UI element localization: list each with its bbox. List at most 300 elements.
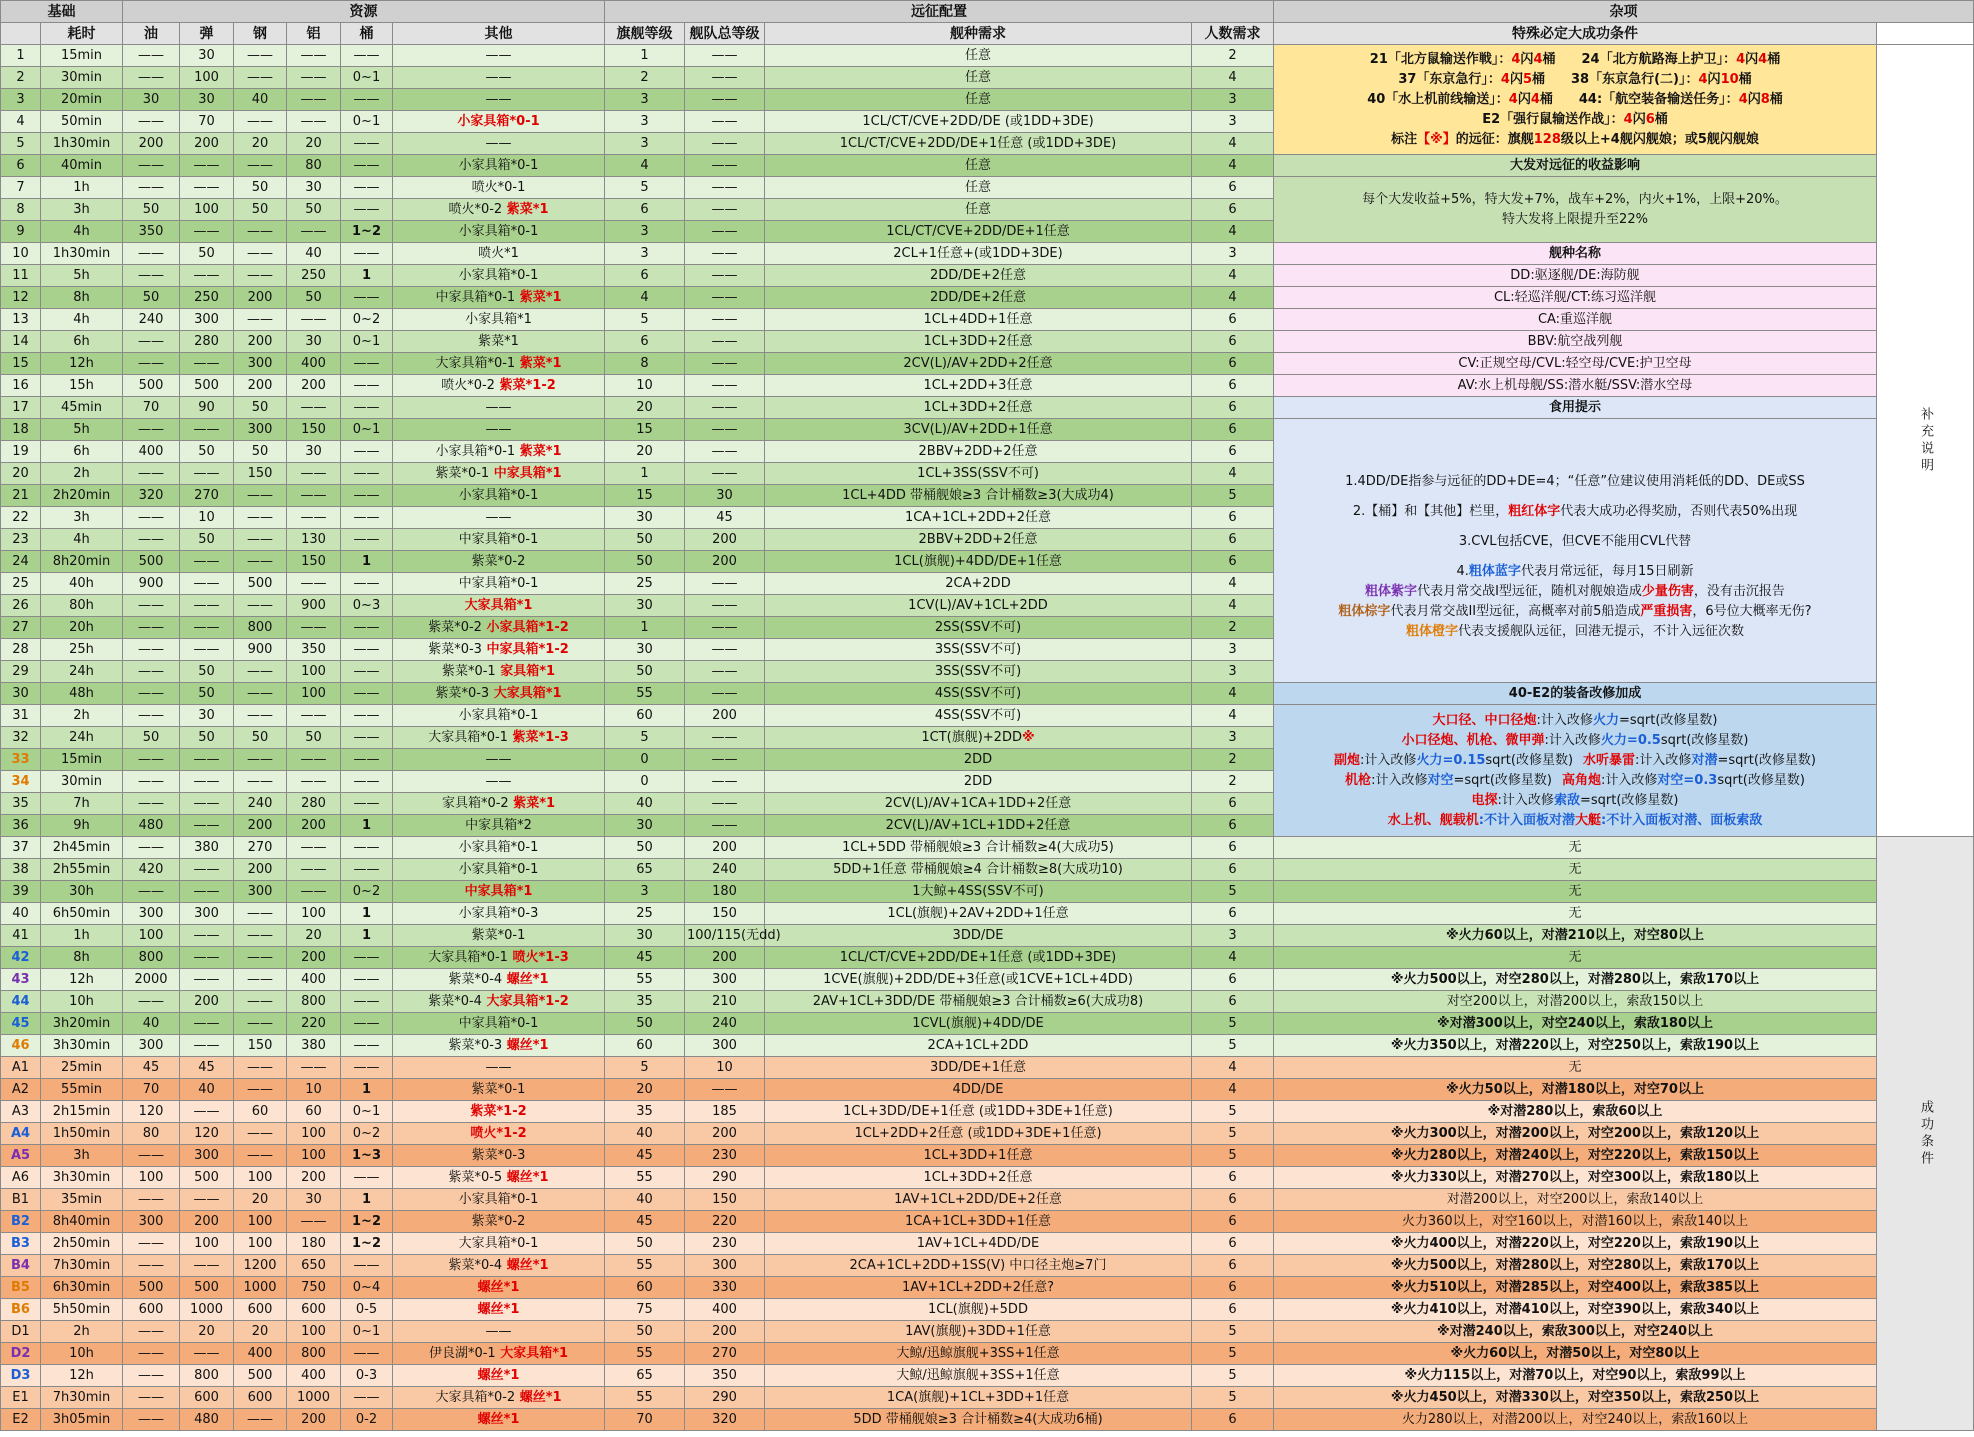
other-reward bbox=[393, 1409, 605, 1431]
ship-count: 3 bbox=[1192, 243, 1274, 265]
tip-text: ，6号位大概率无伤? bbox=[1692, 603, 1812, 619]
fuel-amount: —— bbox=[123, 529, 180, 551]
other-reward-base: 大家具箱*0-1 bbox=[435, 355, 516, 371]
ship-composition bbox=[765, 573, 1192, 595]
steel-amount: —— bbox=[234, 67, 287, 89]
flagship-level: 75 bbox=[605, 1299, 685, 1321]
tip-text: 代表月常交战I型远征，随机对舰娘造成 bbox=[1417, 583, 1642, 599]
other-reward bbox=[393, 1211, 605, 1233]
other-reward-guaranteed: 螺丝*1 bbox=[502, 1037, 549, 1053]
other-reward-base: 中家具箱*0-1 bbox=[435, 289, 516, 305]
table-row bbox=[1, 1343, 1974, 1365]
composition-text: 1CA+1CL+2DD+2任意 bbox=[904, 509, 1052, 525]
other-reward bbox=[393, 1167, 605, 1189]
table-row bbox=[1, 1277, 1974, 1299]
flagship-level: 55 bbox=[605, 1343, 685, 1365]
other-reward-base: 紫菜*0-3 bbox=[435, 685, 490, 701]
improvement-text: 对潜 bbox=[1691, 752, 1718, 768]
fleet-total-level: —— bbox=[685, 111, 765, 133]
ammo-amount: 500 bbox=[180, 1167, 234, 1189]
ammo-amount: 30 bbox=[180, 45, 234, 67]
other-reward-base: —— bbox=[485, 1059, 512, 1075]
ammo-amount: —— bbox=[180, 551, 234, 573]
other-reward-base: 喷火*0-1 bbox=[471, 179, 526, 195]
expedition-time: 15min bbox=[41, 45, 123, 67]
expedition-time: 20h bbox=[41, 617, 123, 639]
ship-count: 6 bbox=[1192, 441, 1274, 463]
steel-amount: 100 bbox=[234, 1211, 287, 1233]
composition-text: 任意 bbox=[964, 69, 991, 85]
expedition-id: 28 bbox=[1, 639, 41, 661]
bauxite-amount: 650 bbox=[287, 1255, 341, 1277]
expedition-time: 6h bbox=[41, 331, 123, 353]
composition-text: 2CV(L)/AV+1CL+1DD+2任意 bbox=[885, 817, 1071, 833]
bauxite-amount: 50 bbox=[287, 727, 341, 749]
steel-amount: —— bbox=[234, 925, 287, 947]
bauxite-amount: 350 bbox=[287, 639, 341, 661]
expedition-time: 1h30min bbox=[41, 243, 123, 265]
steel-amount: —— bbox=[234, 529, 287, 551]
expedition-time: 1h bbox=[41, 925, 123, 947]
ship-count: 4 bbox=[1192, 595, 1274, 617]
expedition-time: 24h bbox=[41, 661, 123, 683]
fuel-amount: —— bbox=[123, 507, 180, 529]
other-reward-guaranteed: 螺丝*1 bbox=[515, 1389, 562, 1405]
composition-text: 任意 bbox=[964, 47, 991, 63]
ship-count: 6 bbox=[1192, 793, 1274, 815]
ship-count: 4 bbox=[1192, 155, 1274, 177]
ship-count: 3 bbox=[1192, 111, 1274, 133]
table-row bbox=[1, 375, 1974, 397]
fuel-amount: 350 bbox=[123, 221, 180, 243]
ship-composition bbox=[765, 507, 1192, 529]
ship-composition bbox=[765, 1101, 1192, 1123]
expedition-time: 80h bbox=[41, 595, 123, 617]
ship-count: 6 bbox=[1192, 507, 1274, 529]
other-reward bbox=[393, 441, 605, 463]
bauxite-amount: 100 bbox=[287, 903, 341, 925]
table-row bbox=[1, 1079, 1974, 1101]
great-success-line: E2「强行鼠输送作战」：4闪6桶 bbox=[1482, 111, 1668, 127]
bauxite-amount: 50 bbox=[287, 287, 341, 309]
other-reward bbox=[393, 1101, 605, 1123]
bucket-amount: 0~4 bbox=[341, 1277, 393, 1299]
expedition-time: 7h bbox=[41, 793, 123, 815]
bauxite-amount: 130 bbox=[287, 529, 341, 551]
other-reward bbox=[393, 177, 605, 199]
improvement-text: :计入改修 bbox=[1360, 752, 1417, 768]
table-row bbox=[1, 991, 1974, 1013]
bucket-amount: —— bbox=[341, 1057, 393, 1079]
fuel-amount: —— bbox=[123, 67, 180, 89]
improvement-text: 水上机、舰载机 bbox=[1387, 812, 1479, 828]
ammo-amount: —— bbox=[180, 969, 234, 991]
success-condition: ※火力410以上，对潜410以上，对空390以上，索敌340以上 bbox=[1274, 1299, 1877, 1321]
bucket-amount: 0~1 bbox=[341, 419, 393, 441]
steel-amount: —— bbox=[234, 705, 287, 727]
table-row bbox=[1, 309, 1974, 331]
bauxite-amount: 150 bbox=[287, 551, 341, 573]
flagship-level: 6 bbox=[605, 199, 685, 221]
flagship-level: 30 bbox=[605, 815, 685, 837]
fuel-amount: 800 bbox=[123, 947, 180, 969]
ship-count: 4 bbox=[1192, 221, 1274, 243]
other-reward-base: 紫菜*0-5 bbox=[448, 1169, 503, 1185]
bucket-amount: —— bbox=[341, 639, 393, 661]
improvement-text: 大口径、中口径炮 bbox=[1432, 712, 1537, 728]
ammo-amount: 30 bbox=[180, 705, 234, 727]
bauxite-amount: —— bbox=[287, 89, 341, 111]
steel-amount: —— bbox=[234, 155, 287, 177]
fuel-amount: 900 bbox=[123, 573, 180, 595]
ship-count: 3 bbox=[1192, 639, 1274, 661]
ship-count: 6 bbox=[1192, 837, 1274, 859]
other-reward bbox=[393, 1387, 605, 1409]
expedition-id: 38 bbox=[1, 859, 41, 881]
other-reward-base: 紫菜*0-1 bbox=[441, 663, 496, 679]
ship-name-item: DD:驱逐舰/DE:海防舰 bbox=[1274, 265, 1877, 287]
tip-text: 1.4DD/DE指参与远征的DD+DE=4；“任意”位建议使用消耗低的DD、DE或SS bbox=[1345, 473, 1805, 489]
other-reward-base: 小家具箱*0-3 bbox=[458, 905, 539, 921]
ammo-amount: 30 bbox=[180, 89, 234, 111]
expedition-id: 11 bbox=[1, 265, 41, 287]
expedition-id: 3 bbox=[1, 89, 41, 111]
bucket-amount: —— bbox=[341, 749, 393, 771]
steel-amount: 200 bbox=[234, 331, 287, 353]
steel-amount: 600 bbox=[234, 1299, 287, 1321]
composition-text: 1CL(旗舰)+4DD/DE+1任意 bbox=[894, 553, 1062, 569]
ship-count: 6 bbox=[1192, 397, 1274, 419]
other-reward-base: 大家具箱*0-1 bbox=[428, 949, 508, 965]
bauxite-amount: 30 bbox=[287, 1189, 341, 1211]
steel-amount: 1200 bbox=[234, 1255, 287, 1277]
bauxite-amount: 50 bbox=[287, 199, 341, 221]
expedition-id: 15 bbox=[1, 353, 41, 375]
ship-count: 5 bbox=[1192, 1101, 1274, 1123]
flagship-level: 10 bbox=[605, 375, 685, 397]
other-reward-base: 家具箱*0-2 bbox=[441, 795, 509, 811]
steel-amount: —— bbox=[234, 903, 287, 925]
table-row bbox=[1, 1211, 1974, 1233]
success-condition: ※火力450以上，对潜330以上，对空350以上，索敌250以上 bbox=[1274, 1387, 1877, 1409]
accent-number: 4 bbox=[1511, 51, 1521, 67]
bauxite-amount: —— bbox=[287, 881, 341, 903]
ship-composition bbox=[765, 1255, 1192, 1277]
expedition-id: A2 bbox=[1, 1079, 41, 1101]
ship-composition bbox=[765, 661, 1192, 683]
fleet-total-level: —— bbox=[685, 661, 765, 683]
ship-composition bbox=[765, 617, 1192, 639]
other-reward-base: 紫菜*0-4 bbox=[428, 993, 482, 1009]
steel-amount: —— bbox=[234, 1057, 287, 1079]
fleet-total-level: —— bbox=[685, 89, 765, 111]
ship-count: 6 bbox=[1192, 1167, 1274, 1189]
improvement-line bbox=[1276, 711, 1874, 731]
ship-count: 2 bbox=[1192, 45, 1274, 67]
steel-amount: 500 bbox=[234, 1365, 287, 1387]
bauxite-amount: 40 bbox=[287, 243, 341, 265]
expedition-time: 40min bbox=[41, 155, 123, 177]
flagship-level: 2 bbox=[605, 67, 685, 89]
steel-amount: 300 bbox=[234, 881, 287, 903]
other-reward-guaranteed: 紫菜*1-2 bbox=[470, 1103, 527, 1119]
ship-composition bbox=[765, 551, 1192, 573]
other-reward bbox=[393, 375, 605, 397]
bucket-amount: —— bbox=[341, 617, 393, 639]
other-reward-base: —— bbox=[485, 91, 512, 107]
fuel-amount: —— bbox=[123, 771, 180, 793]
group-header-misc: 杂项 bbox=[1274, 1, 1974, 23]
composition-text: 1大鲸+4SS(SSV不可) bbox=[912, 883, 1044, 899]
bauxite-amount: 200 bbox=[287, 815, 341, 837]
fuel-amount: 100 bbox=[123, 925, 180, 947]
other-reward bbox=[393, 1343, 605, 1365]
table-row bbox=[1, 1299, 1974, 1321]
fleet-total-level: 240 bbox=[685, 859, 765, 881]
ship-composition bbox=[765, 947, 1192, 969]
expedition-time: 8h bbox=[41, 947, 123, 969]
ammo-amount: 1000 bbox=[180, 1299, 234, 1321]
other-reward bbox=[393, 947, 605, 969]
table-row bbox=[1, 683, 1974, 705]
bauxite-amount: 1000 bbox=[287, 1387, 341, 1409]
other-reward-base: 紫菜*0-2 bbox=[471, 1213, 526, 1229]
ship-composition bbox=[765, 375, 1192, 397]
expedition-id: B6 bbox=[1, 1299, 41, 1321]
ammo-amount: 50 bbox=[180, 529, 234, 551]
other-reward-guaranteed: 大家具箱*1 bbox=[464, 597, 533, 613]
flagship-level: 55 bbox=[605, 1255, 685, 1277]
table-row bbox=[1, 1233, 1974, 1255]
success-condition: 无 bbox=[1274, 881, 1877, 903]
ship-composition bbox=[765, 991, 1192, 1013]
bauxite-amount: 250 bbox=[287, 265, 341, 287]
fuel-amount: 70 bbox=[123, 397, 180, 419]
fuel-amount: 600 bbox=[123, 1299, 180, 1321]
ammo-amount: 300 bbox=[180, 903, 234, 925]
other-reward bbox=[393, 595, 605, 617]
table-row bbox=[1, 925, 1974, 947]
ship-composition bbox=[765, 243, 1192, 265]
great-success-notes bbox=[1274, 45, 1877, 155]
fleet-total-level: 300 bbox=[685, 1035, 765, 1057]
bucket-amount: 0~1 bbox=[341, 111, 393, 133]
other-reward-guaranteed: 小家具箱*1-2 bbox=[481, 619, 569, 635]
fuel-amount: —— bbox=[123, 353, 180, 375]
fuel-amount: 70 bbox=[123, 1079, 180, 1101]
bauxite-amount: 60 bbox=[287, 1101, 341, 1123]
improvement-text: 对空 bbox=[1427, 772, 1454, 788]
composition-text: 3DD/DE+1任意 bbox=[929, 1059, 1027, 1075]
ammo-amount: 100 bbox=[180, 199, 234, 221]
fleet-total-level: —— bbox=[685, 133, 765, 155]
other-reward bbox=[393, 991, 605, 1013]
composition-text: 大鲸/迅鲸旗舰+3SS+1任意 bbox=[896, 1367, 1060, 1383]
composition-text: 1CL+4DD+1任意 bbox=[923, 311, 1033, 327]
ship-composition bbox=[765, 771, 1192, 793]
fuel-amount: —— bbox=[123, 991, 180, 1013]
fleet-total-level: 230 bbox=[685, 1233, 765, 1255]
table-row bbox=[1, 1035, 1974, 1057]
improvement-text: 索敌 bbox=[1553, 792, 1580, 808]
other-reward-base: 中家具箱*2 bbox=[465, 817, 532, 833]
table-row bbox=[1, 1123, 1974, 1145]
bauxite-amount: 200 bbox=[287, 1409, 341, 1431]
ammo-amount: 500 bbox=[180, 375, 234, 397]
accent-number: 5 bbox=[1522, 71, 1533, 87]
expedition-id: A4 bbox=[1, 1123, 41, 1145]
fleet-total-level: 200 bbox=[685, 1321, 765, 1343]
fuel-amount: 50 bbox=[123, 199, 180, 221]
fuel-amount: —— bbox=[123, 837, 180, 859]
other-reward-base: 紫菜*0-3 bbox=[448, 1037, 503, 1053]
success-condition: 对空200以上，对潜200以上，索敌150以上 bbox=[1274, 991, 1877, 1013]
ammo-amount: 50 bbox=[180, 661, 234, 683]
steel-amount: —— bbox=[234, 111, 287, 133]
group-header-basic: 基础 bbox=[1, 1, 123, 23]
expedition-id: 43 bbox=[1, 969, 41, 991]
other-reward-base: 小家具箱*0-1 bbox=[458, 157, 539, 173]
expedition-time: 2h50min bbox=[41, 1233, 123, 1255]
other-reward bbox=[393, 419, 605, 441]
ship-composition bbox=[765, 903, 1192, 925]
other-reward-base: 紫菜*0-1 bbox=[435, 465, 490, 481]
other-reward bbox=[393, 309, 605, 331]
accent-number: 4 bbox=[1698, 71, 1708, 87]
composition-text: 1AV+1CL+2DD+2任意? bbox=[902, 1279, 1054, 1295]
fuel-amount: 500 bbox=[123, 551, 180, 573]
other-reward-base: 小家具箱*1 bbox=[465, 311, 532, 327]
improvement-line bbox=[1276, 731, 1874, 751]
fleet-total-level: 200 bbox=[685, 837, 765, 859]
other-reward-base: 紫菜*0-3 bbox=[428, 641, 482, 657]
ship-count: 6 bbox=[1192, 375, 1274, 397]
fleet-total-level: 200 bbox=[685, 529, 765, 551]
fuel-amount: 100 bbox=[123, 1167, 180, 1189]
fuel-amount: 300 bbox=[123, 1211, 180, 1233]
flagship-level: 35 bbox=[605, 1101, 685, 1123]
composition-text: 1CA(旗舰)+1CL+3DD+1任意 bbox=[886, 1389, 1070, 1405]
expedition-id: 34 bbox=[1, 771, 41, 793]
column-header-ammo: 弹 bbox=[180, 23, 234, 45]
expedition-id: 10 bbox=[1, 243, 41, 265]
fleet-total-level: 30 bbox=[685, 485, 765, 507]
bucket-amount: —— bbox=[341, 1013, 393, 1035]
composition-text: 2CV(L)/AV+1CA+1DD+2任意 bbox=[884, 795, 1072, 811]
composition-text: 2DD/DE+2任意 bbox=[929, 289, 1027, 305]
table-row bbox=[1, 947, 1974, 969]
bucket-amount: —— bbox=[341, 1343, 393, 1365]
ship-composition bbox=[765, 639, 1192, 661]
daihatsu-notes bbox=[1274, 177, 1877, 243]
fuel-amount: —— bbox=[123, 683, 180, 705]
ship-count: 4 bbox=[1192, 67, 1274, 89]
other-reward-guaranteed: 大家具箱*1 bbox=[495, 1345, 569, 1361]
bauxite-amount: 200 bbox=[287, 375, 341, 397]
column-header-bauxite: 铝 bbox=[287, 23, 341, 45]
composition-text: 1AV+1CL+4DD/DE bbox=[916, 1235, 1040, 1251]
ammo-amount: —— bbox=[180, 265, 234, 287]
ship-count: 6 bbox=[1192, 199, 1274, 221]
steel-amount: —— bbox=[234, 969, 287, 991]
other-reward bbox=[393, 45, 605, 67]
other-reward-base: 紫菜*1 bbox=[478, 333, 519, 349]
expedition-time: 5h50min bbox=[41, 1299, 123, 1321]
composition-text: 1CL/CT/CVE+2DD/DE+1任意 (或1DD+3DE) bbox=[839, 135, 1117, 151]
other-reward-base: —— bbox=[485, 1323, 512, 1339]
fuel-amount: —— bbox=[123, 45, 180, 67]
improvement-text: 小口径炮、机枪、微甲弹 bbox=[1401, 732, 1545, 748]
flagship-level: 3 bbox=[605, 881, 685, 903]
bauxite-amount: 900 bbox=[287, 595, 341, 617]
flagship-level: 50 bbox=[605, 551, 685, 573]
expedition-id: 20 bbox=[1, 463, 41, 485]
bauxite-amount: —— bbox=[287, 485, 341, 507]
bauxite-amount: 30 bbox=[287, 331, 341, 353]
improvement-text: 火力=0.5 bbox=[1600, 732, 1661, 748]
bucket-amount: —— bbox=[341, 353, 393, 375]
bauxite-amount: —— bbox=[287, 705, 341, 727]
ship-composition bbox=[765, 683, 1192, 705]
table-row bbox=[1, 45, 1974, 67]
other-reward-base: —— bbox=[485, 69, 512, 85]
fleet-total-level: 100/115(无dd) bbox=[685, 925, 765, 947]
other-reward-guaranteed: 小家具箱*0-1 bbox=[457, 113, 540, 129]
expedition-id: 29 bbox=[1, 661, 41, 683]
expedition-id: 32 bbox=[1, 727, 41, 749]
fleet-total-level: —— bbox=[685, 441, 765, 463]
column-header-id bbox=[1, 23, 41, 45]
bucket-amount: 0~2 bbox=[341, 1123, 393, 1145]
tip-text: 粗体橙字 bbox=[1405, 623, 1458, 639]
other-reward bbox=[393, 793, 605, 815]
fuel-amount: —— bbox=[123, 1343, 180, 1365]
bauxite-amount: —— bbox=[287, 309, 341, 331]
other-reward-base: 紫菜*0-3 bbox=[471, 1147, 526, 1163]
bucket-amount: —— bbox=[341, 705, 393, 727]
bucket-amount: 0~1 bbox=[341, 1101, 393, 1123]
great-success-line: 21「北方鼠输送作戦」：4闪4桶 24「北方航路海上护卫」：4闪4桶 bbox=[1369, 51, 1781, 67]
ship-name-item: CA:重巡洋舰 bbox=[1274, 309, 1877, 331]
other-reward-base: 紫菜*0-1 bbox=[471, 927, 526, 943]
expedition-id: 16 bbox=[1, 375, 41, 397]
expedition-id: 46 bbox=[1, 1035, 41, 1057]
table-row bbox=[1, 969, 1974, 991]
fuel-amount: —— bbox=[123, 177, 180, 199]
bucket-amount: —— bbox=[341, 529, 393, 551]
steel-amount: 200 bbox=[234, 375, 287, 397]
bucket-amount: —— bbox=[341, 155, 393, 177]
column-header-bucket: 桶 bbox=[341, 23, 393, 45]
expedition-time: 50min bbox=[41, 111, 123, 133]
ship-composition bbox=[765, 1145, 1192, 1167]
other-reward bbox=[393, 529, 605, 551]
expedition-time: 15min bbox=[41, 749, 123, 771]
ship-composition bbox=[765, 89, 1192, 111]
other-reward-base: 小家具箱*0-1 bbox=[458, 223, 539, 239]
bauxite-amount: 100 bbox=[287, 1321, 341, 1343]
ship-composition bbox=[765, 1167, 1192, 1189]
composition-text: 1CL+4DD 带桶舰娘≥3 合计桶数≥3(大成功4) bbox=[842, 487, 1114, 503]
improvement-line bbox=[1276, 791, 1874, 811]
bucket-amount: —— bbox=[341, 397, 393, 419]
success-condition: ※火力330以上，对潜270以上，对空300以上，索敌180以上 bbox=[1274, 1167, 1877, 1189]
tip-line bbox=[1276, 582, 1874, 602]
fuel-amount: 300 bbox=[123, 1035, 180, 1057]
ammo-amount: —— bbox=[180, 221, 234, 243]
expedition-id: B3 bbox=[1, 1233, 41, 1255]
expedition-time: 2h bbox=[41, 705, 123, 727]
